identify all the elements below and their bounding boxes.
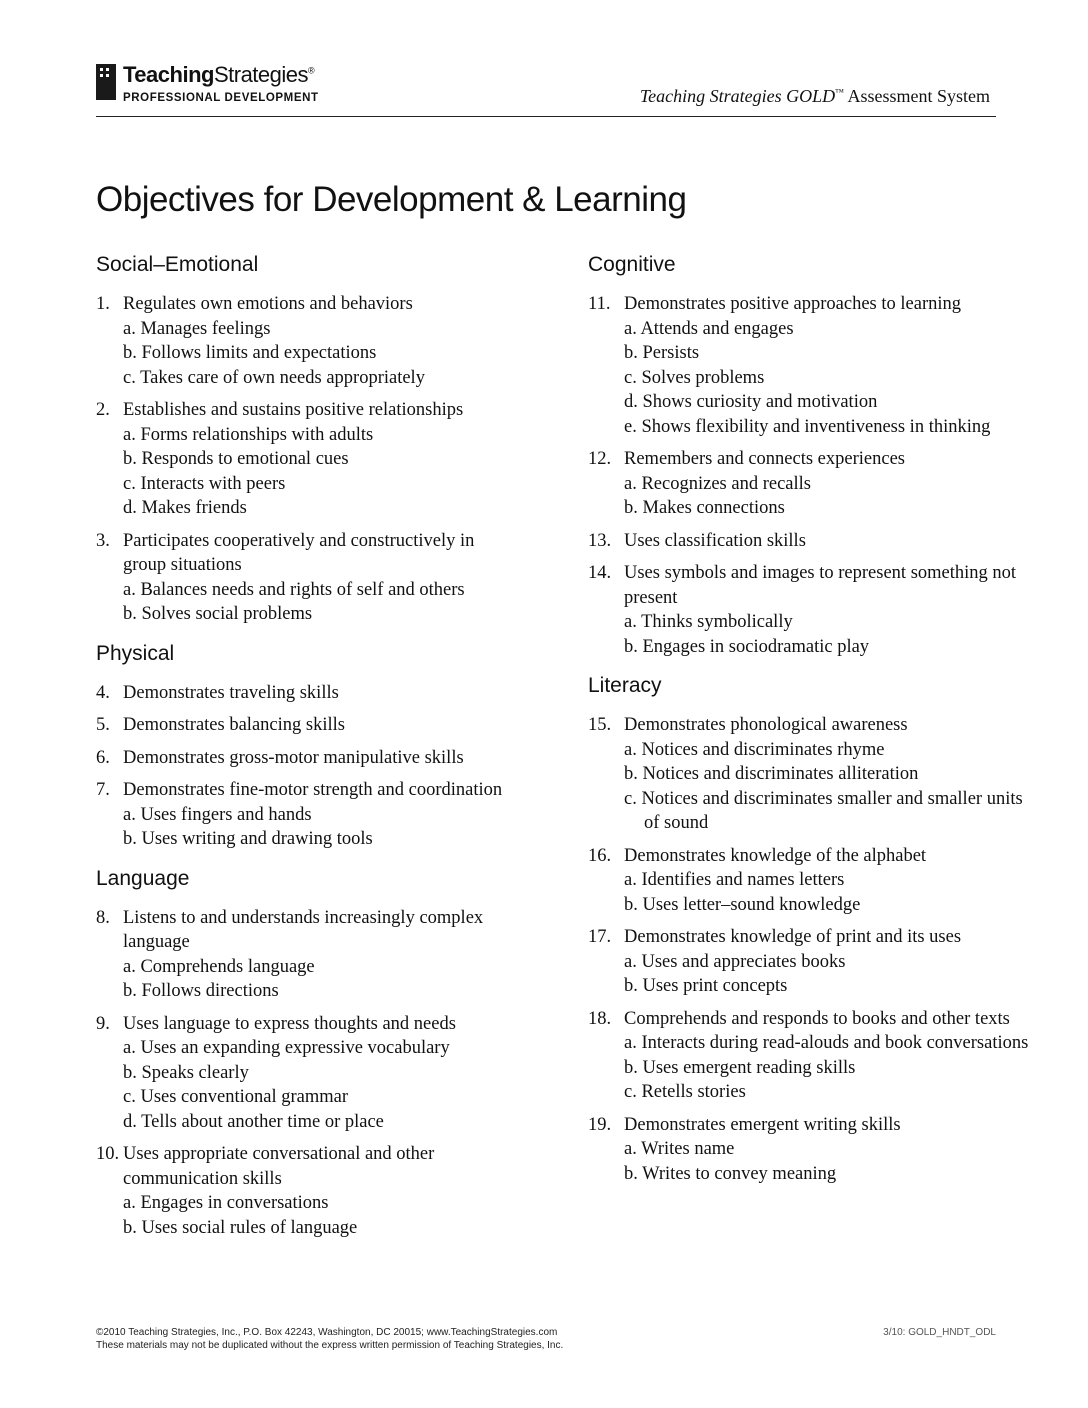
objective-text: Demonstrates knowledge of the alphabet [624, 845, 927, 866]
sub-objective: b. Engages in sociodramatic play [624, 636, 870, 657]
objective-item [588, 1113, 1038, 1187]
sub-objective: b. Uses emergent reading skills [624, 1057, 856, 1078]
brand-name [123, 62, 314, 88]
sub-objective: b. Makes connections [624, 498, 785, 518]
objective-text: Regulates own emotions and behaviors [123, 294, 413, 314]
objective-item [96, 746, 516, 771]
page-footer [96, 1327, 996, 1352]
objective-number: 12. [588, 449, 612, 469]
objective-item [588, 292, 1038, 439]
sub-objective: b. Uses letter–sound knowledge [624, 894, 861, 915]
objective-text: Demonstrates traveling skills [123, 682, 339, 703]
objective-text: Demonstrates positive approaches to learning [624, 294, 962, 314]
objective-section [588, 252, 1038, 659]
sub-objective: a. Notices and discriminates rhyme [624, 739, 885, 760]
sub-objective: a. Recognizes and recalls [624, 473, 811, 494]
sub-objective: b. Writes to convey meaning [624, 1163, 837, 1184]
sub-objective: d. Tells about another time or place [123, 1111, 384, 1132]
sub-objective: c. Takes care of own needs appropriately [123, 367, 425, 388]
section-heading: Cognitive [588, 253, 676, 276]
objective-text: Remembers and connects experiences [624, 449, 905, 469]
document-code: 3/10: GOLD_HNDT_ODL [883, 1327, 996, 1338]
sub-objective: a. Manages feelings [123, 318, 271, 339]
brand-trademark: ® [308, 65, 315, 76]
objective-number: 7. [96, 780, 110, 800]
objective-text: Demonstrates phonological awareness [624, 715, 908, 735]
objective-number: 8. [96, 907, 110, 928]
objective-item [588, 844, 1038, 918]
sub-objective: c. Uses conventional grammar [123, 1087, 349, 1107]
sub-objective: b. Responds to emotional cues [123, 449, 349, 469]
brand-name-regular: Strategies [213, 62, 309, 87]
sub-objective: a. Identifies and names letters [624, 870, 845, 890]
objective-text: Demonstrates balancing skills [123, 715, 345, 735]
sub-objective: a. Writes name [624, 1139, 735, 1159]
objective-text: Demonstrates emergent writing skills [624, 1114, 901, 1135]
sub-objective: b. Uses writing and drawing tools [123, 829, 373, 849]
copyright-line: ©2010 Teaching Strategies, Inc., P.O. Box 42243, Washington, DC 20015; www.TeachingStrategies.com [96, 1327, 558, 1338]
assessment-system-label [640, 86, 990, 107]
sub-objective: b. Uses print concepts [624, 976, 788, 996]
sub-objective: b. Solves social problems [123, 604, 313, 624]
objective-text: Uses symbols and images to represent something not present [624, 563, 1017, 608]
objective-number: 9. [96, 1013, 110, 1034]
objective-item [96, 713, 516, 738]
objective-number: 5. [96, 715, 110, 735]
page-title: Objectives for Development & Learning [96, 180, 687, 219]
system-trademark: ™ [835, 87, 844, 97]
system-suffix: Assessment System [843, 86, 990, 106]
sub-objective: d. Shows curiosity and motivation [624, 392, 878, 412]
section-heading: Social–Emotional [96, 253, 259, 276]
section-heading: Literacy [588, 674, 662, 697]
objective-item [588, 529, 1038, 554]
system-name: Teaching Strategies GOLD [639, 86, 836, 106]
sub-objective: a. Comprehends language [123, 956, 315, 977]
objective-number: 17. [588, 927, 612, 947]
objective-item [588, 1007, 1038, 1105]
objective-item [588, 561, 1038, 659]
objective-number: 11. [588, 294, 611, 314]
objective-text: Demonstrates gross-motor manipulative skills [123, 747, 464, 768]
objective-number: 10. [96, 1144, 120, 1164]
sub-objective: a. Engages in conversations [123, 1193, 329, 1213]
objective-item [96, 681, 516, 706]
sub-objective: c. Solves problems [624, 367, 765, 388]
door-logo-icon [96, 64, 116, 100]
objective-text: Demonstrates fine-motor strength and coordination [123, 780, 503, 800]
sub-objective: a. Forms relationships with adults [123, 424, 374, 445]
sub-objective: a. Uses an expanding expressive vocabulary [123, 1038, 450, 1058]
objective-text: Listens to and understands increasingly complex language [123, 907, 484, 952]
sub-objective: a. Attends and engages [624, 318, 794, 339]
sub-objective: a. Balances needs and rights of self and others [123, 579, 465, 600]
objective-text: Comprehends and responds to books and other texts [624, 1008, 1010, 1029]
sub-objective: a. Thinks symbolically [624, 612, 793, 632]
objective-text: Uses classification skills [624, 530, 806, 551]
right-column [588, 252, 1038, 1194]
objective-item [96, 529, 516, 627]
objective-item [96, 292, 516, 390]
objective-section [588, 673, 1038, 1186]
permission-line: These materials may not be duplicated without the express written permission of Teaching Strategies, Inc. [96, 1339, 564, 1351]
sub-objective: c. Notices and discriminates smaller and smaller units of sound [624, 788, 1023, 833]
objective-number: 15. [588, 715, 612, 735]
objective-number: 13. [588, 530, 612, 551]
objective-number: 14. [588, 563, 612, 583]
objective-number: 3. [96, 530, 110, 551]
sub-objective: a. Uses fingers and hands [123, 804, 312, 825]
section-heading: Language [96, 866, 190, 890]
objective-number: 1. [96, 294, 110, 314]
sub-objective: e. Shows flexibility and inventiveness in thinking [624, 416, 991, 437]
objective-text: Participates cooperatively and constructively in group situations [123, 530, 475, 575]
sub-objective: c. Retells stories [624, 1082, 746, 1102]
objective-section [96, 866, 516, 1241]
objective-text: Establishes and sustains positive relationships [123, 400, 464, 420]
brand-name-bold: Teaching [123, 62, 214, 87]
sub-objective: d. Makes friends [123, 498, 247, 518]
objective-text: Demonstrates knowledge of print and its uses [624, 927, 962, 947]
left-column [96, 252, 516, 1248]
objective-number: 4. [96, 682, 110, 703]
sub-objective: b. Notices and discriminates alliteration [624, 764, 919, 784]
section-heading: Physical [96, 641, 175, 665]
objective-text: Uses language to express thoughts and needs [123, 1013, 456, 1034]
objective-number: 19. [588, 1114, 612, 1135]
sub-objective: a. Uses and appreciates books [624, 951, 846, 972]
objective-item [96, 1142, 516, 1240]
objective-item [96, 906, 516, 1004]
objective-section [96, 641, 516, 852]
objective-item [96, 1012, 516, 1135]
sub-objective: b. Speaks clearly [123, 1062, 249, 1083]
objective-item [96, 398, 516, 521]
objective-item [588, 713, 1038, 836]
page-header [96, 60, 996, 117]
sub-objective: a. Interacts during read-alouds and book conversations [624, 1033, 1029, 1053]
objective-item [588, 925, 1038, 999]
sub-objective: b. Persists [624, 343, 700, 363]
objective-number: 2. [96, 400, 110, 420]
sub-objective: c. Interacts with peers [123, 473, 286, 494]
objective-section [96, 252, 516, 627]
objective-item [588, 447, 1038, 521]
objective-text: Uses appropriate conversational and other communication skills [123, 1144, 435, 1189]
objective-item [96, 778, 516, 852]
sub-objective: b. Follows limits and expectations [123, 343, 377, 363]
objective-number: 18. [588, 1008, 612, 1029]
sub-objective: b. Follows directions [123, 981, 279, 1001]
objective-number: 6. [96, 747, 110, 768]
sub-objective: b. Uses social rules of language [123, 1217, 358, 1238]
brand-subtitle: PROFESSIONAL DEVELOPMENT [123, 92, 319, 104]
objective-number: 16. [588, 845, 612, 866]
